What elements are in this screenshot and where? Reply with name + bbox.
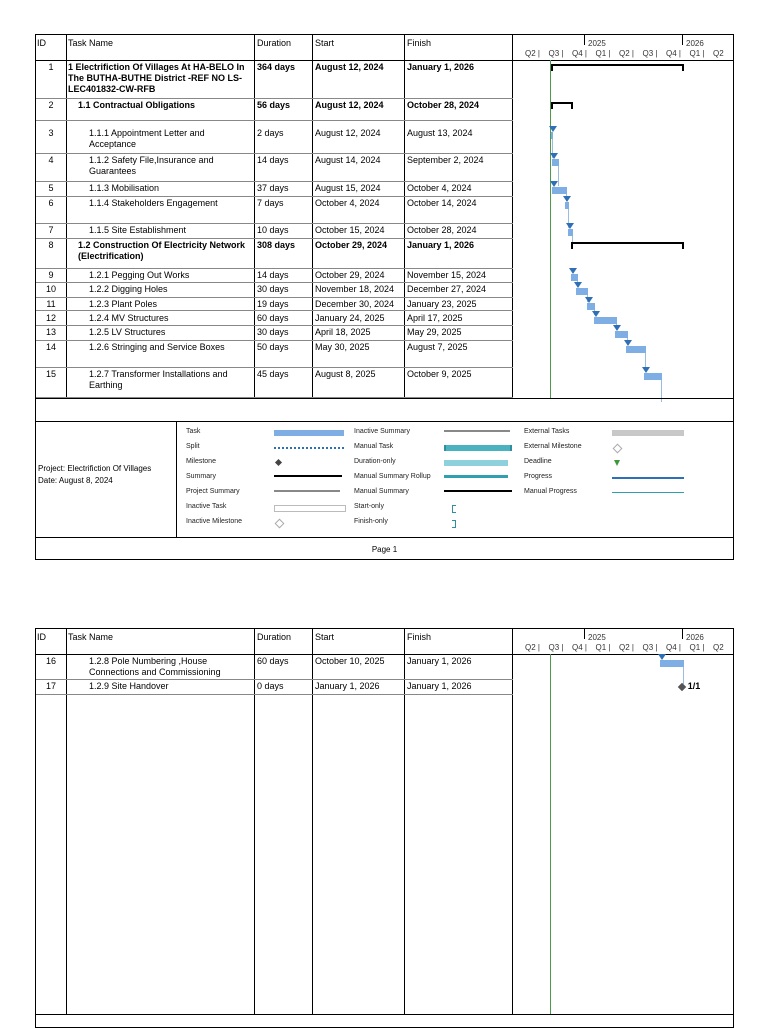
task-bar[interactable] <box>660 660 683 667</box>
quarter-label: Q4 | <box>572 643 587 652</box>
task-name: 1.2.1 Pegging Out Works <box>89 270 190 280</box>
legend-swatch <box>274 505 346 512</box>
task-finish: January 1, 2026 <box>407 240 475 250</box>
legend-swatch <box>452 505 456 513</box>
table-header-2 <box>36 629 733 655</box>
legend-label: Manual Progress <box>524 488 577 495</box>
legend-swatch <box>274 475 342 477</box>
task-id: 16 <box>45 656 56 666</box>
legend-swatch <box>444 430 510 432</box>
legend-swatch <box>612 477 684 479</box>
legend-swatch <box>444 490 512 492</box>
year-2026: 2026 <box>686 39 704 48</box>
legend-label: External Milestone <box>524 443 582 450</box>
task-start: August 12, 2024 <box>315 62 384 72</box>
quarter-label: Q2 | <box>525 643 540 652</box>
task-id: 1 <box>48 62 54 72</box>
legend-label: External Tasks <box>524 428 570 435</box>
dependency-arrow <box>549 126 557 132</box>
task-start: August 14, 2024 <box>315 155 381 165</box>
task-start: January 1, 2026 <box>315 681 380 691</box>
task-id: 15 <box>45 369 56 379</box>
task-duration: 60 days <box>257 656 289 666</box>
task-bar[interactable] <box>571 274 577 281</box>
task-start: August 15, 2024 <box>315 183 381 193</box>
table-row[interactable] <box>36 340 513 367</box>
task-id: 13 <box>45 327 56 337</box>
dependency-arrow <box>550 153 558 159</box>
dependency-arrow <box>550 181 558 187</box>
legend-label: Duration-only <box>354 458 396 465</box>
quarter-label: Q4 | <box>666 49 681 58</box>
summary-bar-end <box>571 102 573 109</box>
dependency-arrow <box>585 297 593 303</box>
task-finish: August 7, 2025 <box>407 342 468 352</box>
summary-bar-end <box>551 64 553 71</box>
task-name: 1.2.9 Site Handover <box>89 681 169 691</box>
task-id: 4 <box>48 155 54 165</box>
header-finish: Finish <box>407 38 432 48</box>
quarter-label: Q3 | <box>642 49 658 58</box>
dependency-link <box>683 667 684 684</box>
task-name: 1 Electrifiction Of Villages At HA-BELO In The BUTHA-BUTHE District -REF NO LS-LEC401832-CW-RFB <box>68 62 245 94</box>
legend-swatch <box>452 520 456 528</box>
task-finish: October 28, 2024 <box>407 225 477 235</box>
legend-label: Start-only <box>354 503 384 510</box>
task-start: April 18, 2025 <box>315 327 371 337</box>
task-name: 1.1.3 Mobilisation <box>89 183 160 193</box>
task-start: December 30, 2024 <box>315 299 395 309</box>
quarter-label: Q1 | <box>689 49 705 58</box>
task-id: 2 <box>48 100 54 110</box>
legend-swatch <box>275 519 285 529</box>
task-finish: October 9, 2025 <box>407 369 472 379</box>
task-duration: 10 days <box>257 225 289 235</box>
legend-label: Milestone <box>186 458 216 465</box>
summary-bar[interactable] <box>551 102 573 104</box>
task-bar[interactable] <box>565 202 570 209</box>
task-name: 1.2.5 LV Structures <box>89 327 166 337</box>
gantt-page-1 <box>35 34 734 560</box>
task-start: May 30, 2025 <box>315 342 370 352</box>
dependency-arrow <box>642 367 650 373</box>
quarter-label: Q2 <box>713 643 724 652</box>
table-row[interactable] <box>36 367 513 397</box>
task-duration: 30 days <box>257 327 289 337</box>
task-finish: November 15, 2024 <box>407 270 487 280</box>
legend-label: Inactive Summary <box>354 428 411 435</box>
table-row[interactable] <box>36 238 513 268</box>
table-row[interactable] <box>36 679 513 694</box>
task-name: 1.2.2 Digging Holes <box>89 284 168 294</box>
task-duration: 30 days <box>257 284 289 294</box>
table-header <box>36 35 733 61</box>
task-duration: 14 days <box>257 155 289 165</box>
project-date: Date: August 8, 2024 <box>38 476 113 485</box>
table-row[interactable] <box>36 196 513 223</box>
legend-label: Split <box>186 443 200 450</box>
task-bar[interactable] <box>644 373 662 380</box>
task-start: October 4, 2024 <box>315 198 380 208</box>
task-start: August 12, 2024 <box>315 100 384 110</box>
task-finish: October 14, 2024 <box>407 198 477 208</box>
milestone-label: 1/1 <box>687 681 701 691</box>
legend <box>36 421 733 538</box>
year-2025: 2025 <box>588 633 606 642</box>
header-start: Start <box>315 38 335 48</box>
quarter-label: Q2 | <box>619 643 634 652</box>
legend-label: Manual Summary Rollup <box>354 473 431 480</box>
task-name: 1.1.5 Site Establishment <box>89 225 187 235</box>
task-id: 7 <box>48 225 54 235</box>
task-start: November 18, 2024 <box>315 284 395 294</box>
quarter-label: Q3 | <box>642 643 658 652</box>
task-bar[interactable] <box>552 187 567 194</box>
task-id: 14 <box>45 342 56 352</box>
task-bar[interactable] <box>576 288 588 295</box>
task-id: 17 <box>45 681 56 691</box>
task-duration: 56 days <box>257 100 291 110</box>
legend-swatch <box>612 430 684 436</box>
table-row[interactable] <box>36 153 513 181</box>
task-duration: 364 days <box>257 62 296 72</box>
task-finish: September 2, 2024 <box>407 155 484 165</box>
dependency-arrow <box>624 340 632 346</box>
task-name: 1.2.7 Transformer Installations and Earthing <box>89 369 228 390</box>
table-row[interactable] <box>36 181 513 196</box>
dependency-arrow <box>658 654 666 660</box>
task-bar[interactable] <box>551 132 553 139</box>
table-row[interactable] <box>36 268 513 282</box>
legend-swatch <box>444 460 508 466</box>
legend-label: Project Summary <box>186 488 240 495</box>
task-id: 9 <box>48 270 54 280</box>
year-2025: 2025 <box>588 39 606 48</box>
legend-label: Progress <box>524 473 553 480</box>
dependency-arrow <box>569 268 577 274</box>
page-footer: Page 1 <box>36 537 733 562</box>
table-row[interactable] <box>36 223 513 238</box>
task-finish: August 13, 2024 <box>407 128 473 138</box>
task-start: October 29, 2024 <box>315 240 388 250</box>
task-name: 1.1.1 Appointment Letter and Acceptance <box>89 128 205 149</box>
legend-label: Manual Task <box>354 443 394 450</box>
task-bar[interactable] <box>587 303 595 310</box>
header-duration: Duration <box>257 632 292 642</box>
quarter-label: Q4 | <box>666 643 681 652</box>
legend-swatch <box>614 460 620 466</box>
header-id: ID <box>37 38 46 48</box>
legend-label: Manual Summary <box>354 488 409 495</box>
task-duration: 45 days <box>257 369 289 379</box>
task-finish: April 17, 2025 <box>407 313 463 323</box>
legend-label: Inactive Task <box>186 503 227 510</box>
task-id: 12 <box>45 313 56 323</box>
task-finish: January 1, 2026 <box>407 681 472 691</box>
header-id: ID <box>37 632 46 642</box>
legend-swatch <box>444 445 512 451</box>
table-row[interactable] <box>36 297 513 310</box>
quarter-label: Q3 | <box>548 49 564 58</box>
task-id: 10 <box>45 284 56 294</box>
task-start: August 8, 2025 <box>315 369 376 379</box>
table-row[interactable] <box>36 282 513 297</box>
summary-bar[interactable] <box>551 64 683 66</box>
task-finish: January 1, 2026 <box>407 656 472 666</box>
dependency-arrow <box>574 282 582 288</box>
header-task-name: Task Name <box>68 38 114 48</box>
task-start: January 24, 2025 <box>315 313 385 323</box>
task-finish: May 29, 2025 <box>407 327 462 337</box>
dependency-arrow <box>592 311 600 317</box>
task-name: 1.2.8 Pole Numbering ,House Connections and Commissioning <box>89 656 221 677</box>
task-name: 1.1.4 Stakeholders Engagement <box>89 198 218 208</box>
task-bar[interactable] <box>552 159 559 166</box>
table-row[interactable] <box>36 98 513 120</box>
task-bar[interactable] <box>615 331 628 338</box>
task-start: October 29, 2024 <box>315 270 385 280</box>
header-duration: Duration <box>257 38 292 48</box>
quarter-label: Q1 | <box>595 49 611 58</box>
legend-swatch <box>612 492 684 493</box>
milestone-marker[interactable] <box>677 683 685 691</box>
header-finish: Finish <box>407 632 432 642</box>
table-row[interactable] <box>36 60 513 98</box>
table-row[interactable] <box>36 126 513 153</box>
task-name: 1.1.2 Safety File,Insurance and Guarantees <box>89 155 214 176</box>
task-id: 5 <box>48 183 54 193</box>
legend-swatch <box>613 444 623 454</box>
legend-swatch <box>274 447 344 449</box>
task-bar[interactable] <box>626 346 646 353</box>
dependency-arrow <box>613 325 621 331</box>
task-bar[interactable] <box>594 317 617 324</box>
summary-bar[interactable] <box>571 242 683 244</box>
legend-label: Task <box>186 428 201 435</box>
quarter-label: Q3 | <box>548 643 564 652</box>
table-row[interactable] <box>36 654 513 679</box>
legend-label: Finish-only <box>354 518 388 525</box>
legend-label: Summary <box>186 473 216 480</box>
task-bar[interactable] <box>568 229 573 236</box>
legend-swatch <box>274 490 340 492</box>
year-2026: 2026 <box>686 633 704 642</box>
task-finish: January 1, 2026 <box>407 62 475 72</box>
task-duration: 19 days <box>257 299 289 309</box>
task-name: 1.2.4 MV Structures <box>89 313 169 323</box>
summary-bar-end <box>682 242 684 249</box>
task-finish: January 23, 2025 <box>407 299 477 309</box>
summary-bar-end <box>682 64 684 71</box>
status-date-line <box>550 60 551 398</box>
task-id: 3 <box>48 128 54 138</box>
task-id: 6 <box>48 198 54 208</box>
legend-label: Deadline <box>524 458 552 465</box>
task-duration: 7 days <box>257 198 284 208</box>
summary-bar-end <box>571 242 573 249</box>
header-task-name: Task Name <box>68 632 114 642</box>
gantt-page-2 <box>35 628 734 1028</box>
legend-swatch <box>274 430 344 436</box>
project-name: Project: Electrifiction Of Villages <box>38 464 152 473</box>
task-start: October 10, 2025 <box>315 656 385 666</box>
task-name: 1.1 Contractual Obligations <box>78 100 196 110</box>
legend-label: Inactive Milestone <box>186 518 243 525</box>
task-duration: 37 days <box>257 183 289 193</box>
task-duration: 50 days <box>257 342 289 352</box>
dependency-arrow <box>563 196 571 202</box>
legend-swatch <box>275 459 282 466</box>
summary-bar-end <box>551 102 553 109</box>
quarter-label: Q1 | <box>595 643 611 652</box>
quarter-label: Q2 | <box>619 49 634 58</box>
quarter-label: Q2 <box>713 49 724 58</box>
task-finish: October 4, 2024 <box>407 183 472 193</box>
task-id: 8 <box>48 240 54 250</box>
task-duration: 308 days <box>257 240 296 250</box>
task-start: October 15, 2024 <box>315 225 385 235</box>
task-duration: 2 days <box>257 128 284 138</box>
status-date-line <box>550 654 551 1014</box>
task-finish: December 27, 2024 <box>407 284 487 294</box>
quarter-label: Q4 | <box>572 49 587 58</box>
task-name: 1.2.6 Stringing and Service Boxes <box>89 342 225 352</box>
header-start: Start <box>315 632 335 642</box>
legend-swatch <box>444 475 508 478</box>
task-start: August 12, 2024 <box>315 128 381 138</box>
table-row[interactable] <box>36 311 513 325</box>
task-duration: 0 days <box>257 681 284 691</box>
task-duration: 60 days <box>257 313 289 323</box>
task-name: 1.2 Construction Of Electricity Network (Electrification) <box>78 240 246 261</box>
task-finish: October 28, 2024 <box>407 100 480 110</box>
task-name: 1.2.3 Plant Poles <box>89 299 158 309</box>
task-duration: 14 days <box>257 270 289 280</box>
quarter-label: Q2 | <box>525 49 540 58</box>
task-id: 11 <box>46 299 56 309</box>
table-row[interactable] <box>36 325 513 340</box>
quarter-label: Q1 | <box>689 643 705 652</box>
dependency-arrow <box>566 223 574 229</box>
